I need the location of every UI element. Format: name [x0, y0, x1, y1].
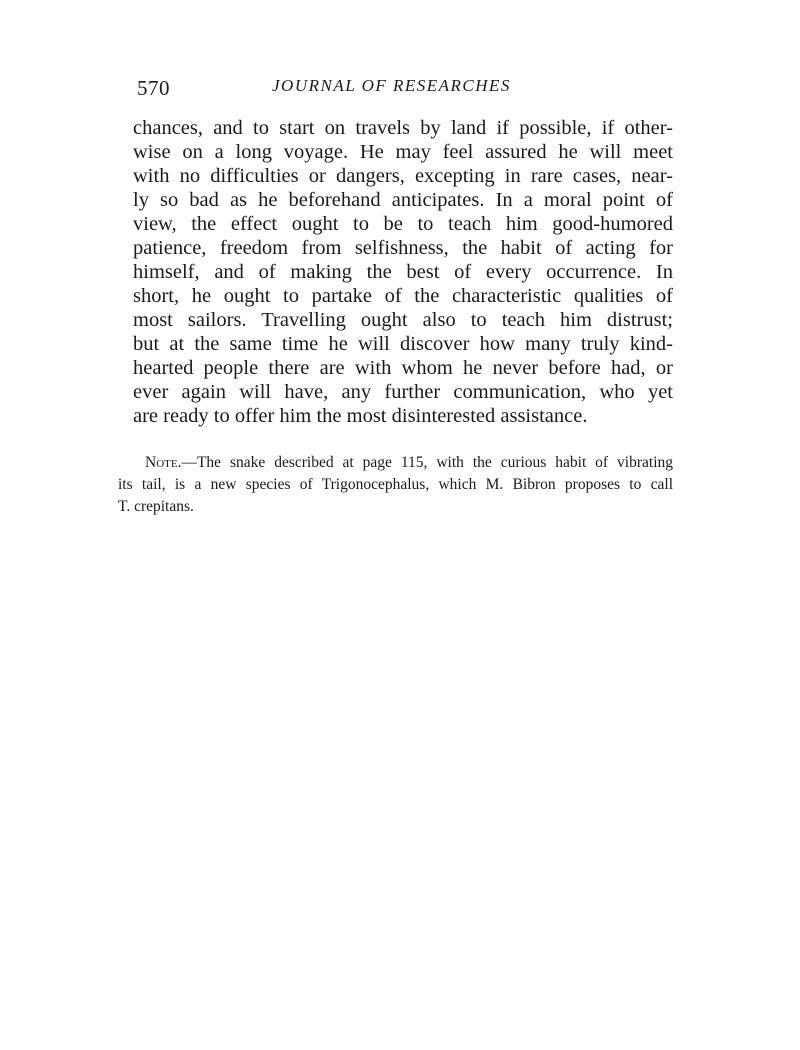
footnote-line: [118, 452, 673, 474]
body-line: short, he ought to partake of the characteristic qualities of: [133, 285, 673, 307]
body-line: view, the effect ought to be to teach him good-humored: [133, 213, 673, 235]
footnote-line: its tail, is a new species of Trigonocephalus, which M. Bibron proposes to call: [118, 476, 673, 493]
body-line: ly so bad as he beforehand anticipates. In a moral point of: [133, 189, 673, 211]
body-line: with no difficulties or dangers, excepting in rare cases, near-: [133, 165, 673, 187]
footnote-line: T. crepitans.: [118, 498, 194, 515]
body-line: ever again will have, any further communication, who yet: [133, 381, 673, 403]
body-line: chances, and to start on travels by land if possible, if other-: [133, 117, 673, 139]
footnote-text: —The snake described at page 115, with the curious habit of vibrating: [181, 454, 673, 471]
body-line: are ready to offer him the most disinterested assistance.: [133, 405, 588, 427]
body-line: but at the same time he will discover how many truly kind-: [133, 333, 673, 355]
body-line: most sailors. Travelling ought also to teach him distrust;: [133, 309, 673, 331]
body-line: himself, and of making the best of every occurrence. In: [133, 261, 673, 283]
page-number: 570: [137, 76, 170, 100]
footnote: [118, 452, 673, 518]
running-head: JOURNAL OF RESEARCHES: [272, 76, 511, 95]
body-paragraph: [133, 116, 673, 428]
footnote-label: Note.: [145, 454, 182, 471]
body-line: patience, freedom from selfishness, the habit of acting for: [133, 237, 673, 259]
body-line: hearted people there are with whom he never before had, or: [133, 357, 673, 379]
body-line: wise on a long voyage. He may feel assured he will meet: [133, 141, 673, 163]
